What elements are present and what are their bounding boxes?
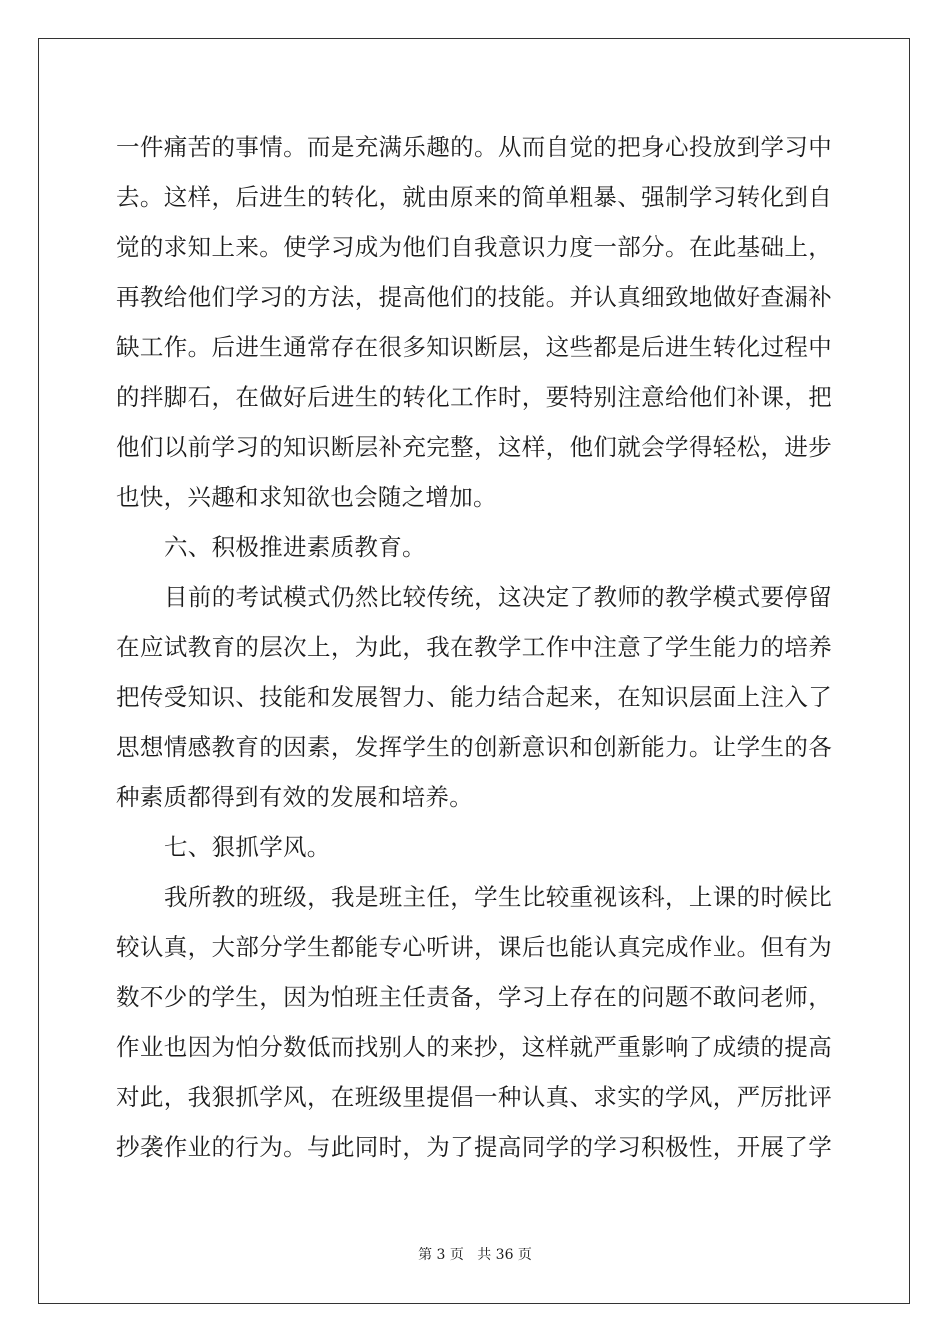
section-heading: 七、狠抓学风。 [164,833,331,861]
text-line: 的拌脚石，在做好后进生的转化工作时，要特别注意给他们补课，把 [116,383,832,411]
page-border [38,38,910,1304]
text-line: 抄袭作业的行为。与此同时，为了提高同学的学习积极性，开展了学 [116,1133,832,1161]
text-line: 去。这样，后进生的转化，就由原来的简单粗暴、强制学习转化到自 [116,183,832,211]
text-line: 缺工作。后进生通常存在很多知识断层，这些都是后进生转化过程中 [116,333,832,361]
text-line: 思想情感教育的因素，发挥学生的创新意识和创新能力。让学生的各 [116,733,832,761]
text-line: 他们以前学习的知识断层补充完整，这样，他们就会学得轻松，进步 [116,433,832,461]
page-number-footer: 第 3 页 共 36 页 [418,1247,532,1263]
text-line: 对此，我狠抓学风，在班级里提倡一种认真、求实的学风，严厉批评 [116,1083,832,1111]
text-line: 较认真，大部分学生都能专心听讲，课后也能认真完成作业。但有为 [116,933,832,961]
text-line: 觉的求知上来。使学习成为他们自我意识力度一部分。在此基础上， [116,233,832,261]
text-line: 数不少的学生，因为怕班主任责备，学习上存在的问题不敢问老师， [116,983,832,1011]
text-line: 种素质都得到有效的发展和培养。 [116,783,473,811]
text-line: 把传受知识、技能和发展智力、能力结合起来，在知识层面上注入了 [116,683,832,711]
text-line: 在应试教育的层次上，为此，我在教学工作中注意了学生能力的培养 [116,633,832,661]
text-line: 一件痛苦的事情。而是充满乐趣的。从而自觉的把身心投放到学习中 [116,133,832,161]
paragraph-first-line: 目前的考试模式仍然比较传统，这决定了教师的教学模式要停留 [164,583,832,611]
section-heading: 六、积极推进素质教育。 [164,533,426,561]
text-line: 再教给他们学习的方法，提高他们的技能。并认真细致地做好查漏补 [116,283,832,311]
text-line: 作业也因为怕分数低而找别人的来抄，这样就严重影响了成绩的提高 [116,1033,832,1061]
text-line: 也快，兴趣和求知欲也会随之增加。 [116,483,497,511]
paragraph-first-line: 我所教的班级，我是班主任，学生比较重视该科，上课的时候比 [164,883,832,911]
